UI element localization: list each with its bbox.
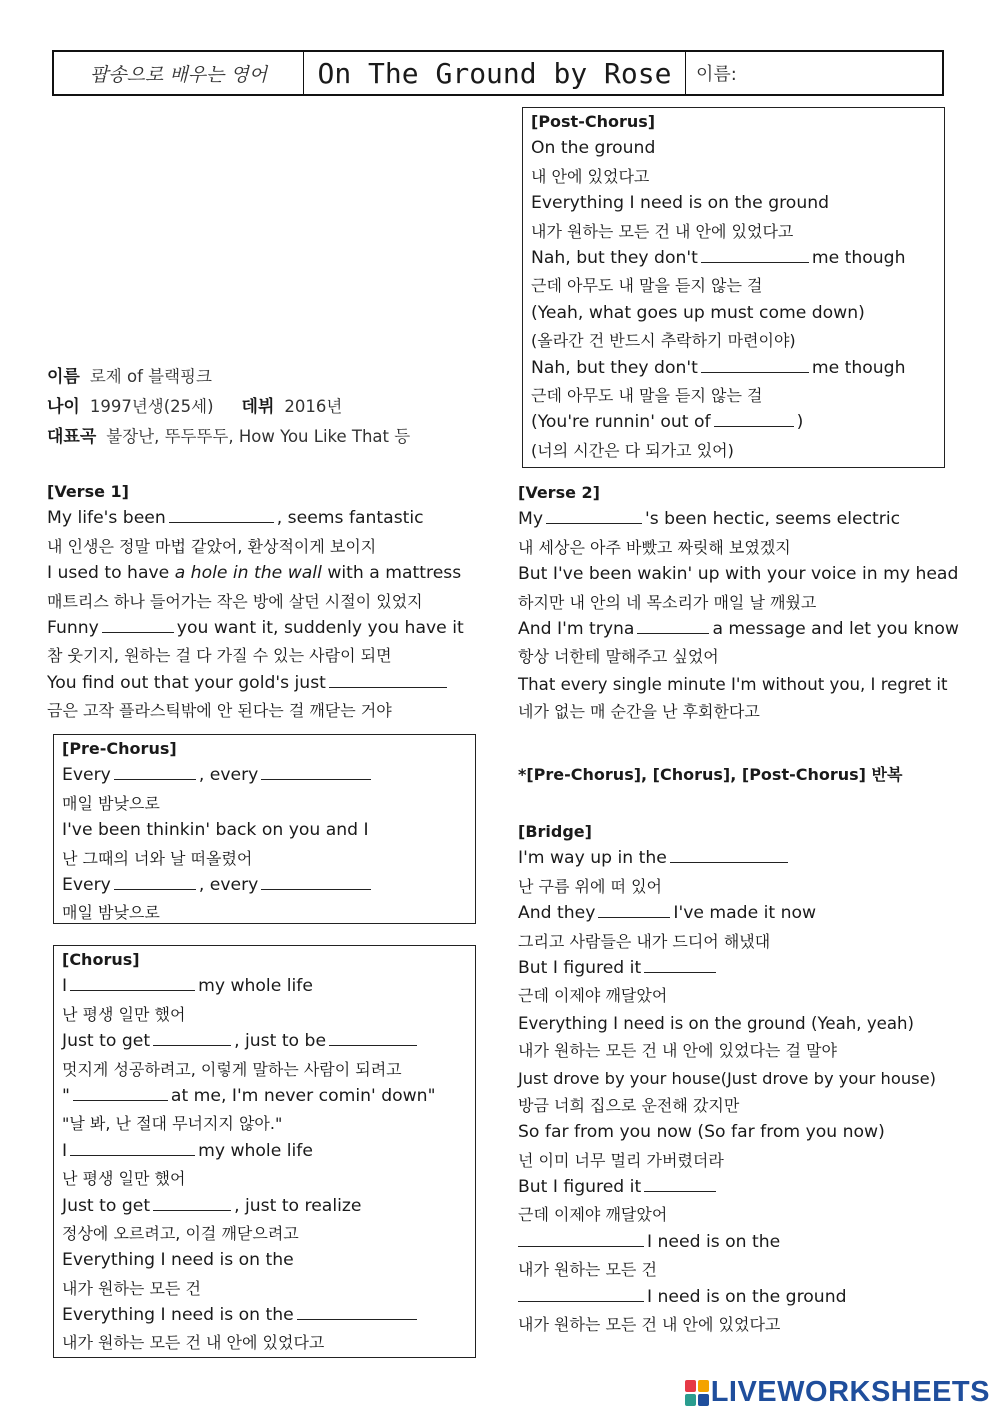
info-songs-value: 불장난, 뚜두뚜두, How You Like That 등 [106,427,411,446]
translation-line: (너의 시간은 다 되가고 있어) [531,440,734,460]
lyric-text: My [518,509,544,530]
translation-line: 멋지게 성공하려고, 이렇게 말하는 사람이 되려고 [62,1059,402,1079]
lyric-text: And they [518,903,596,924]
lyric-line: Just drove by your house(Just drove by your house) [518,1068,937,1088]
translation-line: 내가 원하는 모든 건 [518,1260,657,1280]
lyric-text: my whole life [198,1140,313,1161]
lyric-text: 's been hectic, seems electric [645,509,901,530]
lyric-text: Nah, but they don't [531,247,698,268]
verse2-section [518,479,958,726]
info-songs-label: 대표곡 [47,427,97,447]
lyric-line: (Yeah, what goes up must come down) [531,302,865,323]
lyric-line: Everything I need is on the [62,1250,294,1271]
translation-line: 내가 원하는 모든 건 내 안에 있었다고 [531,221,794,241]
lyric-text: , just to be [234,1031,327,1052]
info-debut-label: 데뷔 [241,397,275,417]
lyric-text: , every [198,765,259,786]
bridge-heading: [Bridge] [518,822,592,841]
liveworksheets-logo [685,1376,990,1409]
blank-field[interactable] [153,1194,231,1211]
translation-line: 내가 원하는 모든 건 내 안에 있었다고 [518,1315,781,1335]
verse2-heading: [Verse 2] [518,483,600,502]
lyric-line: Everything I need is on the ground (Yeah, yeah) [518,1013,915,1033]
translation-line: 정상에 오르려고, 이걸 깨닫으려고 [62,1223,299,1243]
blank-field[interactable] [670,846,788,863]
translation-line: 내가 원하는 모든 건 [62,1278,201,1298]
blank-field[interactable] [114,763,196,780]
lyric-text: Nah, but they don't [531,357,698,378]
blank-field[interactable] [73,1084,168,1101]
translation-line: (올라간 건 반드시 추락하기 마련이야) [531,331,796,351]
lyric-text: you want it, suddenly you have it [176,617,464,638]
blank-field[interactable] [701,246,809,263]
blank-field[interactable] [70,1139,195,1156]
translation-line: 매일 밤낮으로 [62,903,160,923]
blank-field[interactable] [518,1285,644,1302]
lyric-text: (You're runnin' out of [531,412,711,433]
lyric-text: my whole life [198,976,313,997]
lyric-line: Everything I need is on the ground [531,193,830,214]
lyric-text: with a mattress [321,563,462,584]
prechorus-heading: [Pre-Chorus] [62,739,177,758]
translation-line: 그리고 사람들은 내가 드디어 해냈대 [518,931,771,951]
lyric-text: , every [198,874,259,895]
verse1-section [47,478,487,725]
lyric-italic-text: a hole in the wall [174,563,322,584]
translation-line: 하지만 내 안의 네 목소리가 매일 날 깨웠고 [518,592,817,612]
info-age-value: 1997년생(25세) [89,397,214,416]
translation-line: 난 구름 위에 떠 있어 [518,876,662,896]
lyric-text: ) [796,412,804,433]
lyric-line: On the ground [531,138,656,159]
lyric-line: But I've been wakin' up with your voice in my head [518,564,959,585]
translation-line: 내가 원하는 모든 건 내 안에 있었다는 걸 말야 [518,1041,837,1061]
blank-field[interactable] [518,1230,644,1247]
lyric-text: , just to realize [234,1195,362,1216]
lyric-text: I need is on the [647,1231,781,1252]
bridge-section [518,818,958,1338]
blank-field[interactable] [70,974,195,991]
blank-field[interactable] [261,873,371,890]
lyric-text: I've made it now [673,903,817,924]
lyric-text: me though [811,357,906,378]
translation-line: 내 인생은 정말 마법 같았어, 환상적이게 보이지 [47,536,377,556]
blank-field[interactable] [329,671,447,688]
lyric-text: You find out that your gold's just [47,672,326,693]
blank-field[interactable] [261,763,371,780]
lyric-text: I [62,976,68,997]
postchorus-box [522,107,945,468]
translation-line: 금은 고작 플라스틱밖에 안 된다는 걸 깨닫는 거야 [47,701,392,721]
blank-field[interactable] [169,506,274,523]
logo-mark-icon [685,1380,709,1406]
lyric-text: Funny [47,617,99,638]
lyric-text: My life's been [47,508,166,529]
lyric-text: me though [811,247,906,268]
lyric-text: " [62,1085,70,1106]
lyric-text: at me, I'm never comin' down" [170,1085,436,1106]
translation-line: 근데 아무도 내 말을 듣지 않는 걸 [531,385,763,405]
translation-line: 근데 이제야 깨달았어 [518,986,668,1006]
lyric-text: I [62,1140,68,1161]
blank-field[interactable] [153,1029,231,1046]
lyric-text: Just to get [62,1195,151,1216]
blank-field[interactable] [329,1029,417,1046]
subject-label: 팝송으로 배우는 영어 [54,52,304,94]
lyric-text: I'm way up in the [518,848,667,869]
lyric-text: But I figured it [518,957,642,978]
translation-line: 넌 이미 너무 멀리 가버렸더라 [518,1150,724,1170]
translation-line: 네가 없는 매 순간을 난 후회한다고 [518,702,760,722]
lyric-line: I've been thinkin' back on you and I [62,820,369,841]
translation-line: 항상 너한테 말해주고 싶었어 [518,647,719,667]
worksheet-header [52,50,944,96]
logo-text: LIVEWORKSHEETS [710,1376,990,1408]
translation-line: 난 평생 일만 했어 [62,1004,186,1024]
lyric-text: Everything I need is on the [62,1305,294,1326]
translation-line: 매일 밤낮으로 [62,793,160,813]
blank-field[interactable] [644,1175,716,1192]
info-age-label: 나이 [47,397,80,417]
lyric-text: a message and let you know [712,618,959,639]
lyric-text: , seems fantastic [276,508,424,529]
lyric-text: But I figured it [518,1177,642,1198]
lyric-text: I used to have [47,563,175,584]
song-title: On The Ground by Rose [304,52,686,94]
translation-line: 난 그때의 너와 날 떠올렸어 [62,848,253,868]
chorus-box [53,945,476,1358]
student-name-label: 이름: [696,64,737,85]
blank-field[interactable] [546,507,642,524]
translation-line: 난 평생 일만 했어 [62,1169,186,1189]
postchorus-heading: [Post-Chorus] [531,112,656,131]
blank-field[interactable] [714,410,794,427]
lyric-text: Every [62,874,111,895]
repeat-note: *[Pre-Chorus], [Chorus], [Post-Chorus] 반복 [518,765,903,784]
verse1-heading: [Verse 1] [47,482,129,501]
translation-line: 내 세상은 아주 바빴고 짜릿해 보였겠지 [518,537,791,557]
translation-line: 내 안에 있었다고 [531,166,650,186]
translation-line: 근데 아무도 내 말을 듣지 않는 걸 [531,276,763,296]
lyric-line: So far from you now (So far from you now) [518,1122,885,1143]
blank-field[interactable] [701,356,809,373]
info-name-value: 로제 of 블랙핑크 [89,367,212,386]
lyric-text: Just to get [62,1031,151,1052]
lyric-text: Every [62,765,111,786]
info-name-label: 이름 [47,367,80,387]
prechorus-box [53,734,476,924]
blank-field[interactable] [637,617,709,634]
translation-line: 내가 원하는 모든 건 내 안에 있었다고 [62,1333,325,1353]
translation-line: 참 웃기지, 원하는 걸 다 가질 수 있는 사람이 되면 [47,646,392,666]
artist-info [47,362,410,452]
blank-field[interactable] [598,901,670,918]
lyric-text: And I'm tryna [518,618,635,639]
blank-field[interactable] [644,956,716,973]
lyric-text: I need is on the ground [647,1286,847,1307]
translation-line: 매트리스 하나 들어가는 작은 방에 살던 시절이 있었지 [47,591,423,611]
translation-line: "날 봐, 난 절대 무너지지 않아." [62,1114,283,1134]
blank-field[interactable] [102,616,174,633]
blank-field[interactable] [114,873,196,890]
translation-line: 근데 이제야 깨달았어 [518,1205,668,1225]
blank-field[interactable] [297,1303,417,1320]
lyric-line: That every single minute I'm without you, I regret it [518,674,948,694]
translation-line: 방금 너희 집으로 운전해 갔지만 [518,1095,740,1115]
chorus-heading: [Chorus] [62,950,140,969]
info-debut-value: 2016년 [284,397,343,416]
